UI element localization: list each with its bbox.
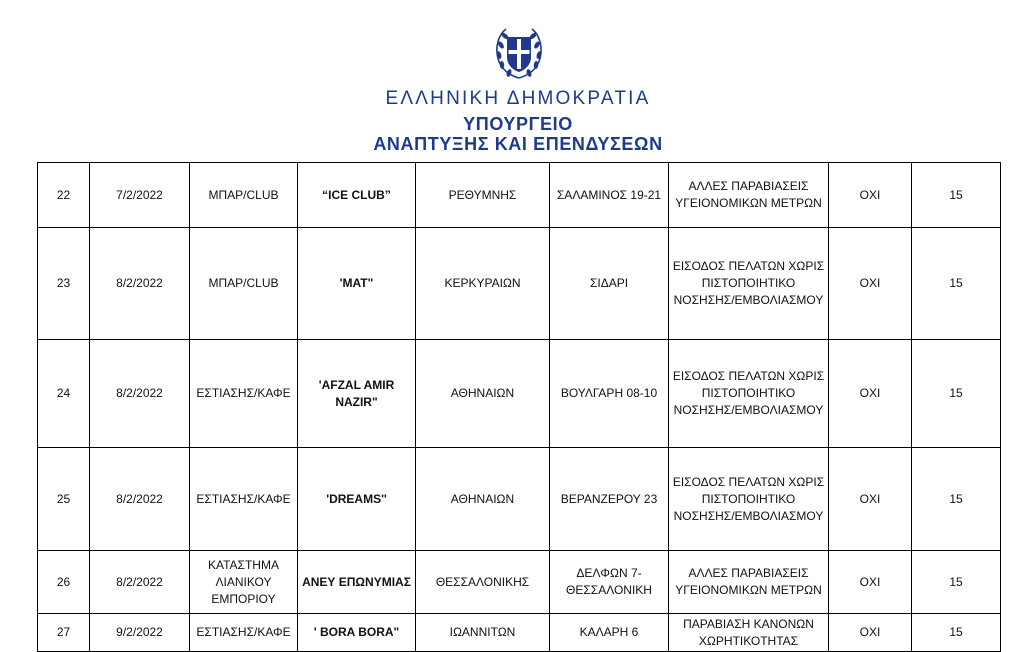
violation-cell: ΕΙΣΟΔΟΣ ΠΕΛΑΤΩΝ ΧΩΡΙΣ ΠΙΣΤΟΠΟΙΗΤΙΚΟ ΝΟΣΗΣΗΣ/ΕΜΒΟΛΙΑΣΜΟΥ [669, 448, 829, 551]
address-cell: ΔΕΛΦΩΝ 7- ΘΕΣΣΑΛΟΝΙΚΗ [550, 551, 669, 614]
date-cell: 8/2/2022 [90, 551, 190, 614]
table-row [38, 340, 1001, 448]
business-name-cell: ' BORA BORA" [298, 614, 416, 652]
address-cell: ΣΙΔΑΡΙ [550, 228, 669, 340]
business-name-cell: 'DREAMS'' [298, 448, 416, 551]
ministry-title-line2: ΑΝΑΠΤΥΞΗΣ ΚΑΙ ΕΠΕΝΔΥΣΕΩΝ [373, 134, 663, 154]
municipality-cell: ΑΘΗΝΑΙΩΝ [416, 448, 550, 551]
municipality-cell: ΘΕΣΣΑΛΟΝΙΚΗΣ [416, 551, 550, 614]
table-row [38, 228, 1001, 340]
days-cell: 15 [912, 340, 1001, 448]
municipality-cell: ΡΕΘΥΜΝΗΣ [416, 163, 550, 228]
answer-cell: ΟΧΙ [829, 614, 912, 652]
business-name-cell: 'MAT" [298, 228, 416, 340]
business-type-cell: ΕΣΤΙΑΣΗΣ/ΚΑΦΕ [190, 448, 298, 551]
row-number: 22 [38, 163, 90, 228]
republic-title: ΕΛΛΗΝΙΚΗ ΔΗΜΟΚΡΑΤΙΑ [385, 88, 651, 109]
address-cell: ΣΑΛΑΜΙΝΟΣ 19-21 [550, 163, 669, 228]
days-cell: 15 [912, 448, 1001, 551]
municipality-cell: ΚΕΡΚΥΡΑΙΩΝ [416, 228, 550, 340]
address-cell: ΒΕΡΑΝΖΕΡΟΥ 23 [550, 448, 669, 551]
business-type-cell: ΜΠΑΡ/CLUB [190, 228, 298, 340]
greek-coat-of-arms-icon [492, 25, 546, 81]
answer-cell: ΟΧΙ [829, 448, 912, 551]
violation-cell: ΑΛΛΕΣ ΠΑΡΑΒΙΑΣΕΙΣ ΥΓΕΙΟΝΟΜΙΚΩΝ ΜΕΤΡΩΝ [669, 551, 829, 614]
municipality-cell: ΑΘΗΝΑΙΩΝ [416, 340, 550, 448]
answer-cell: ΟΧΙ [829, 163, 912, 228]
address-cell: ΚΑΛΑΡΗ 6 [550, 614, 669, 652]
violation-cell: ΠΑΡΑΒΙΑΣΗ ΚΑΝΟΝΩΝ ΧΩΡΗΤΙΚΟΤΗΤΑΣ [669, 614, 829, 652]
answer-cell: ΟΧΙ [829, 551, 912, 614]
date-cell: 7/2/2022 [90, 163, 190, 228]
row-number: 24 [38, 340, 90, 448]
answer-cell: ΟΧΙ [829, 228, 912, 340]
ministry-title-line1: ΥΠΟΥΡΓΕΙΟ [463, 114, 573, 134]
business-type-cell: ΚΑΤΑΣΤΗΜΑ ΛΙΑΝΙΚΟΥ ΕΜΠΟΡΙΟΥ [190, 551, 298, 614]
row-number: 25 [38, 448, 90, 551]
business-type-cell: ΕΣΤΙΑΣΗΣ/ΚΑΦΕ [190, 340, 298, 448]
violation-cell: ΕΙΣΟΔΟΣ ΠΕΛΑΤΩΝ ΧΩΡΙΣ ΠΙΣΤΟΠΟΙΗΤΙΚΟ ΝΟΣΗΣΗΣ/ΕΜΒΟΛΙΑΣΜΟΥ [669, 228, 829, 340]
table-row [38, 614, 1001, 652]
row-number: 27 [38, 614, 90, 652]
violation-cell: ΑΛΛΕΣ ΠΑΡΑΒΙΑΣΕΙΣ ΥΓΕΙΟΝΟΜΙΚΩΝ ΜΕΤΡΩΝ [669, 163, 829, 228]
table-row [38, 163, 1001, 228]
violations-table [37, 162, 1001, 652]
municipality-cell: ΙΩΑΝΝΙΤΩΝ [416, 614, 550, 652]
business-name-cell: 'AFZAL AMIR NAZIR" [298, 340, 416, 448]
days-cell: 15 [912, 163, 1001, 228]
days-cell: 15 [912, 551, 1001, 614]
row-number: 23 [38, 228, 90, 340]
table-row [38, 551, 1001, 614]
business-name-cell: ΑΝΕΥ ΕΠΩΝΥΜΙΑΣ [298, 551, 416, 614]
date-cell: 9/2/2022 [90, 614, 190, 652]
date-cell: 8/2/2022 [90, 340, 190, 448]
days-cell: 15 [912, 228, 1001, 340]
answer-cell: ΟΧΙ [829, 340, 912, 448]
table-row [38, 448, 1001, 551]
row-number: 26 [38, 551, 90, 614]
document-header [0, 0, 1030, 162]
business-type-cell: ΜΠΑΡ/CLUB [190, 163, 298, 228]
business-name-cell: “ICE CLUB” [298, 163, 416, 228]
violation-cell: ΕΙΣΟΔΟΣ ΠΕΛΑΤΩΝ ΧΩΡΙΣ ΠΙΣΤΟΠΟΙΗΤΙΚΟ ΝΟΣΗΣΗΣ/ΕΜΒΟΛΙΑΣΜΟΥ [669, 340, 829, 448]
address-cell: ΒΟΥΛΓΑΡΗ 08-10 [550, 340, 669, 448]
date-cell: 8/2/2022 [90, 228, 190, 340]
days-cell: 15 [912, 614, 1001, 652]
business-type-cell: ΕΣΤΙΑΣΗΣ/ΚΑΦΕ [190, 614, 298, 652]
date-cell: 8/2/2022 [90, 448, 190, 551]
